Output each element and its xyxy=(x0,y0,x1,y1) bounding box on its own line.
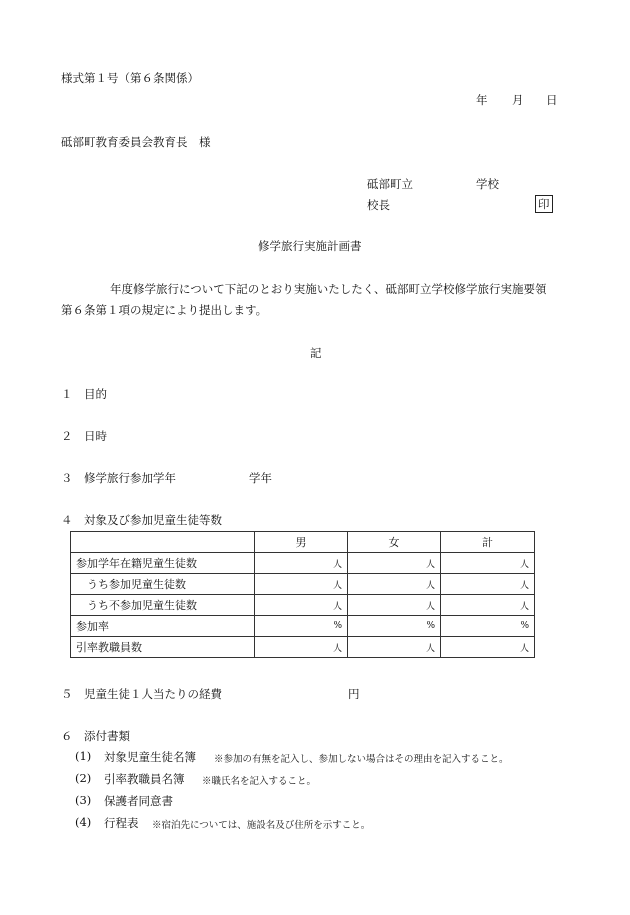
cell-total[interactable]: 人 xyxy=(441,553,535,574)
attachment-2-note: ※職氏名を記入すること。 xyxy=(202,776,317,787)
header-male: 男 xyxy=(255,532,348,553)
cell-male[interactable]: % xyxy=(255,616,348,637)
cell-female[interactable]: 人 xyxy=(348,553,441,574)
item-5-unit: 円 xyxy=(348,687,360,701)
table-row xyxy=(71,595,535,616)
attachment-1-text: 対象児童生徒名簿 xyxy=(104,750,196,764)
school-prefix: 砥部町立 xyxy=(367,177,413,191)
table-row xyxy=(71,637,535,658)
item-1-purpose: １ 目的 xyxy=(61,387,107,401)
header-total: 計 xyxy=(441,532,535,553)
attachment-1-num: (1) xyxy=(75,749,92,763)
cell-female[interactable]: 人 xyxy=(348,637,441,658)
attachment-3-num: (3) xyxy=(75,793,92,807)
attachment-1-note: ※参加の有無を記入し、参加しない場合はその理由を記入すること。 xyxy=(214,754,509,765)
table-header-row xyxy=(71,532,535,553)
attachment-2-text: 引率教職員名簿 xyxy=(104,772,185,786)
document-title: 修学旅行実施計画書 xyxy=(258,239,362,253)
attachment-4-note: ※宿泊先については、施設名及び住所を示すこと。 xyxy=(152,820,371,831)
body-line-1: 年度修学旅行について下記のとおり実施いたしたく、砥部町立学校修学旅行実施要領 xyxy=(110,282,547,296)
item-2-datetime: ２ 日時 xyxy=(61,429,107,443)
date-year: 年 xyxy=(476,93,488,107)
form-number: 様式第１号（第６条関係） xyxy=(61,71,199,85)
ki-heading: 記 xyxy=(310,346,322,360)
date-month: 月 xyxy=(512,93,524,107)
cell-total[interactable]: % xyxy=(441,616,535,637)
attachment-4-text: 行程表 xyxy=(104,816,139,830)
table-row xyxy=(71,553,535,574)
item-6-label: ６ 添付書類 xyxy=(61,729,130,743)
principal-label: 校長 xyxy=(367,198,390,212)
item-3-suffix: 学年 xyxy=(249,471,272,485)
attachment-3-text: 保護者同意書 xyxy=(104,794,173,808)
attachment-4-num: (4) xyxy=(75,815,92,829)
item-3-label: ３ 修学旅行参加学年 xyxy=(61,471,176,485)
date-day: 日 xyxy=(546,93,558,107)
row-label: 引率教職員数 xyxy=(71,637,255,658)
cell-total[interactable]: 人 xyxy=(441,574,535,595)
table-row xyxy=(71,616,535,637)
cell-total[interactable]: 人 xyxy=(441,595,535,616)
body-line-2: 第６条第１項の規定により提出します。 xyxy=(61,303,268,317)
cell-female[interactable]: 人 xyxy=(348,574,441,595)
cell-male[interactable]: 人 xyxy=(255,595,348,616)
header-female: 女 xyxy=(348,532,441,553)
cell-total[interactable]: 人 xyxy=(441,637,535,658)
seal-mark: 印 xyxy=(535,195,553,213)
item-4-label: ４ 対象及び参加児童生徒等数 xyxy=(61,513,222,527)
row-label: 参加学年在籍児童生徒数 xyxy=(71,553,255,574)
cell-male[interactable]: 人 xyxy=(255,574,348,595)
cell-female[interactable]: % xyxy=(348,616,441,637)
attachment-2-num: (2) xyxy=(75,771,92,785)
school-suffix: 学校 xyxy=(476,177,499,191)
row-label: うち不参加児童生徒数 xyxy=(71,595,255,616)
cell-female[interactable]: 人 xyxy=(348,595,441,616)
cell-male[interactable]: 人 xyxy=(255,553,348,574)
row-label: 参加率 xyxy=(71,616,255,637)
cell-male[interactable]: 人 xyxy=(255,637,348,658)
table-row xyxy=(71,574,535,595)
row-label: うち参加児童生徒数 xyxy=(71,574,255,595)
addressee: 砥部町教育委員会教育長 様 xyxy=(61,135,211,149)
participant-count-table xyxy=(70,531,535,658)
item-5-label: ５ 児童生徒１人当たりの経費 xyxy=(61,687,222,701)
header-blank xyxy=(71,532,255,553)
